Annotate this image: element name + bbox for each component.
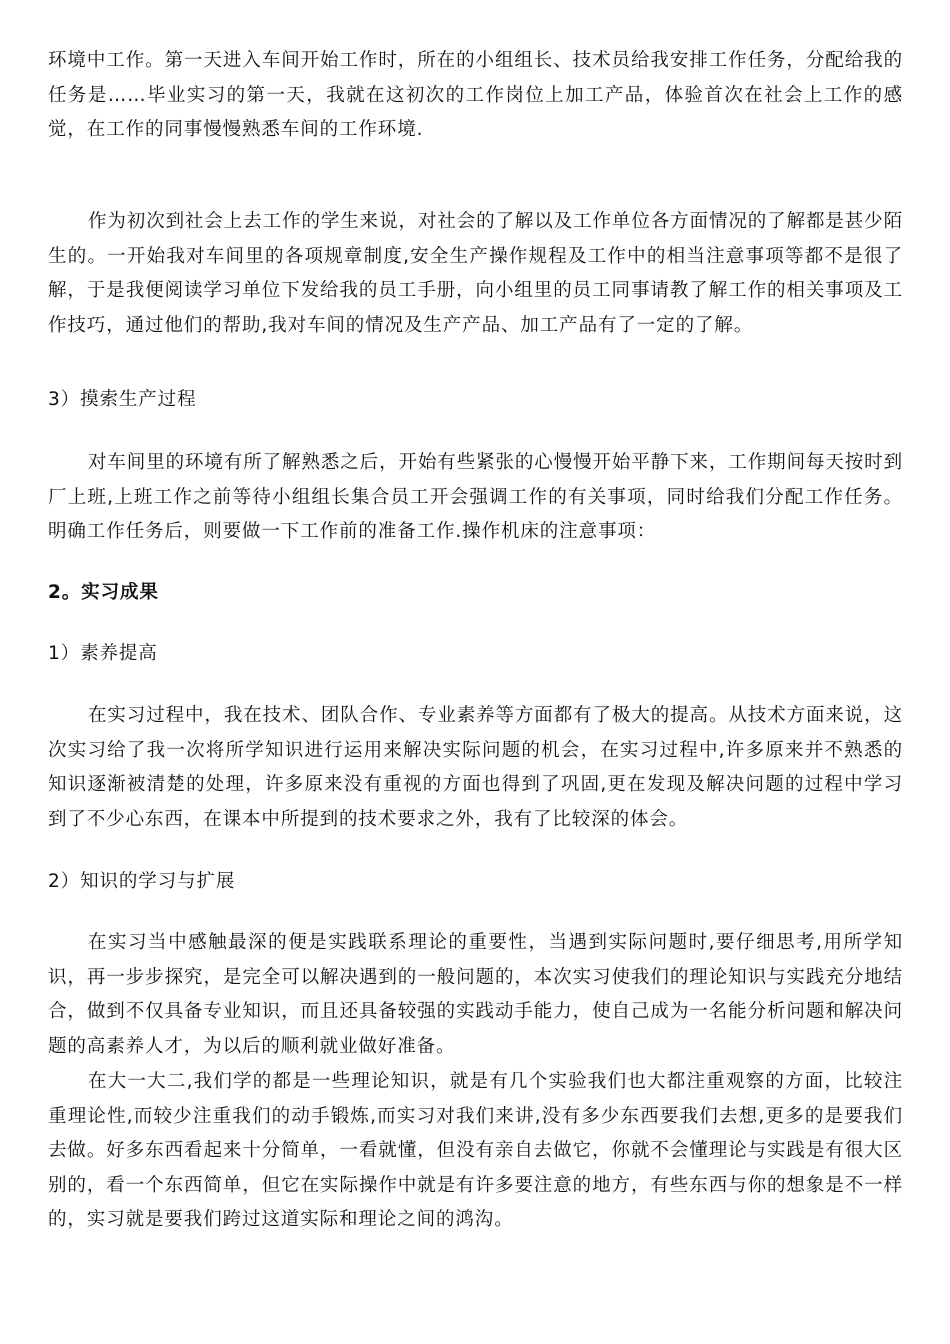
paragraph-workshop-routine: 对车间里的环境有所了解熟悉之后，开始有些紧张的心慢慢开始平静下来，工作期间每天按时到厂上班,上班工作之前等待小组组长集合员工开会强调工作的有关事项，同时给我们分配工作任务。明确工作任务后，则要做一下工作前的准备工作.操作机床的注意事项： (48, 452, 903, 542)
paragraph-first-time-work: 作为初次到社会上去工作的学生来说，对社会的了解以及工作单位各方面情况的了解都是甚少陌生的。一开始我对车间里的各项规章制度,安全生产操作规程及工作中的相当注意事项等都不是很了解，于是我便阅读学习单位下发给我的员工手册，向小组里的员工同事请教了解工作的相关事项及工作技巧，通过他们的帮助,我对车间的情况及生产产品、加工产品有了一定的了解。 (48, 211, 903, 336)
heading-knowledge-expansion: 2）知识的学习与扩展 (48, 871, 236, 892)
heading-explore-production: 3）摸索生产过程 (48, 389, 197, 410)
paragraph-quality-improvement: 在实习过程中，我在技术、团队合作、专业素养等方面都有了极大的提高。从技术方面来说，这次实习给了我一次将所学知识进行运用来解决实际问题的机会，在实习过程中,许多原来并不熟悉的知识逐渐被清楚的处理，许多原来没有重视的方面也得到了巩固,更在发现及解决问题的过程中学习到了不少心东西，在课本中所提到的技术要求之外，我有了比较深的体会。 (48, 705, 903, 830)
heading-quality-improvement: 1）素养提高 (48, 643, 158, 664)
heading-internship-results: 2。实习成果 (48, 582, 159, 603)
paragraph-first-second-year: 在大一大二,我们学的都是一些理论知识，就是有几个实验我们也大都注重观察的方面，比较注重理论性,而较少注重我们的动手锻炼,而实习对我们来讲,没有多少东西要我们去想,更多的是要我们去做。好多东西看起来十分简单，一看就懂，但没有亲自去做它，你就不会懂理论与实践是有很大区别的，看一个东西简单，但它在实际操作中就是有许多要注意的地方，有些东西与你的想象是不一样的，实习就是要我们跨过这道实际和理论之间的鸿沟。 (48, 1071, 903, 1230)
paragraph-theory-practice: 在实习当中感触最深的便是实践联系理论的重要性，当遇到实际问题时,要仔细思考,用所学知识，再一步步探究，是完全可以解决遇到的一般问题的，本次实习使我们的理论知识与实践充分地结合，做到不仅具备专业知识，而且还具备较强的实践动手能力，使自己成为一名能分析问题和解决问题的高素养人才，为以后的顺利就业做好准备。 (48, 932, 903, 1057)
paragraph-work-environment: 环境中工作。第一天进入车间开始工作时，所在的小组组长、技术员给我安排工作任务，分配给我的任务是……毕业实习的第一天，我就在这初次的工作岗位上加工产品，体验首次在社会上工作的感觉，在工作的同事慢慢熟悉车间的工作环境. (48, 50, 903, 140)
